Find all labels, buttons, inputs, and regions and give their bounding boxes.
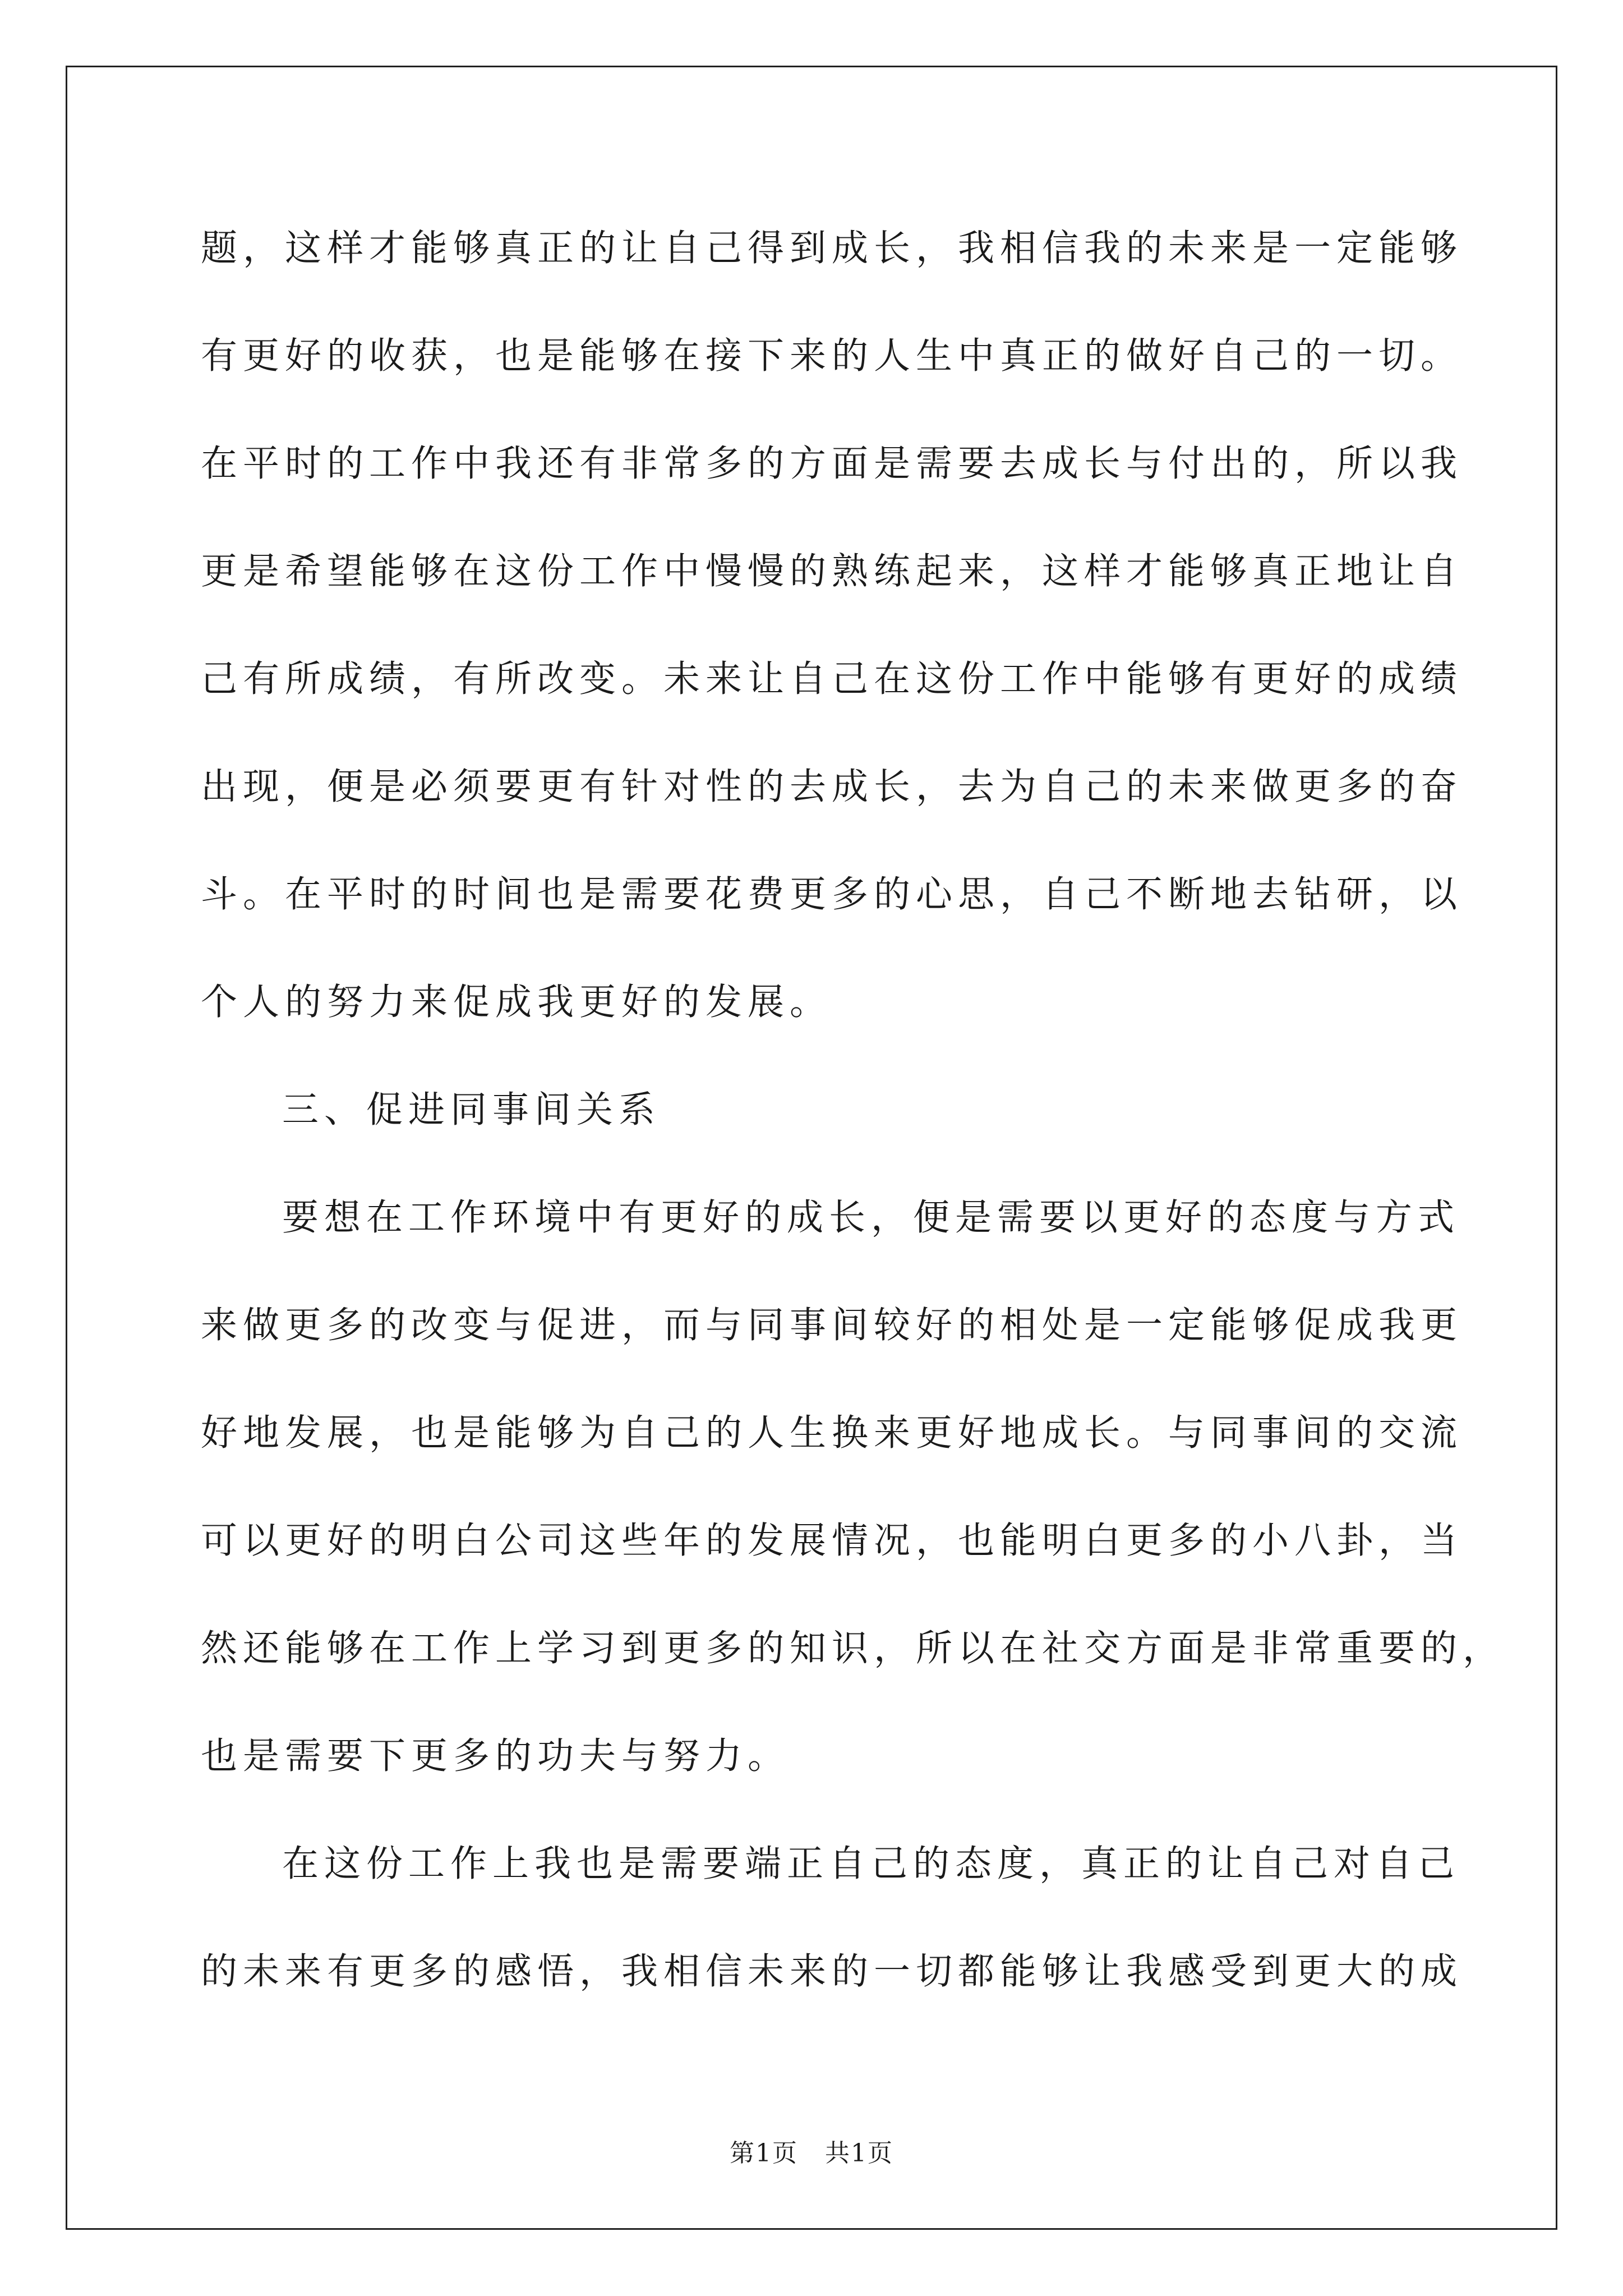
body-text-line: 的未来有更多的感悟，我相信未来的一切都能够让我感受到更大的成 (201, 1950, 1463, 1993)
body-text-line: 也是需要下更多的功夫与努力。 (201, 1735, 790, 1777)
body-text-line: 出现，便是必须要更有针对性的去成长，去为自己的未来做更多的奋 (201, 766, 1463, 808)
body-text-line: 更是希望能够在这份工作中慢慢的熟练起来，这样才能够真正地让自 (201, 550, 1463, 592)
section-heading: 三、促进同事间关系 (282, 1089, 661, 1131)
page-border (66, 66, 1557, 2230)
body-text-line: 然还能够在工作上学习到更多的知识，所以在社交方面是非常重要的， (201, 1627, 1505, 1669)
body-text-line: 有更好的收获，也是能够在接下来的人生中真正的做好自己的一切。 (201, 335, 1463, 377)
body-text-line: 好地发展，也是能够为自己的人生换来更好地成长。与同事间的交流 (201, 1412, 1463, 1454)
page-number-footer: 第1页 共1页 (730, 2139, 893, 2168)
body-text-line: 要想在工作环境中有更好的成长，便是需要以更好的态度与方式 (282, 1197, 1460, 1239)
body-text-line: 可以更好的明白公司这些年的发展情况，也能明白更多的小八卦，当 (201, 1520, 1463, 1562)
body-text-line: 己有所成绩，有所改变。未来让自己在这份工作中能够有更好的成绩 (201, 658, 1463, 700)
body-text-line: 在这份工作上我也是需要端正自己的态度，真正的让自己对自己 (282, 1843, 1460, 1885)
body-text-line: 来做更多的改变与促进，而与同事间较好的相处是一定能够促成我更 (201, 1304, 1463, 1346)
body-text-line: 题，这样才能够真正的让自己得到成长，我相信我的未来是一定能够 (201, 227, 1463, 269)
body-text-line: 在平时的工作中我还有非常多的方面是需要去成长与付出的，所以我 (201, 443, 1463, 485)
body-text-line: 个人的努力来促成我更好的发展。 (201, 981, 832, 1023)
body-text-line: 斗。在平时的时间也是需要花费更多的心思，自己不断地去钻研，以 (201, 873, 1463, 915)
